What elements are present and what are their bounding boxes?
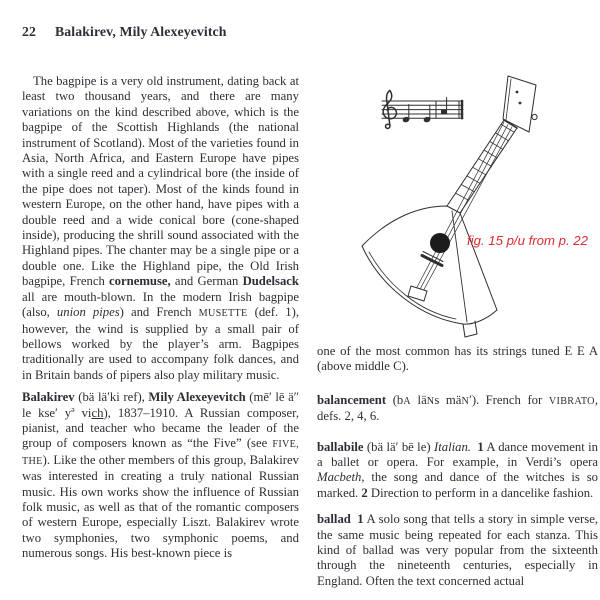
music-staff-icon: [382, 90, 463, 128]
running-head: Balakirev, Mily Alexeyevitch: [55, 24, 227, 39]
balalaika-body: [362, 206, 497, 324]
balalaika-figure: [300, 60, 600, 345]
bridge: [422, 256, 442, 266]
balalaika-continuation-paragraph: one of the most common has its strings tuned E E A (above middle C).: [317, 344, 598, 374]
entry-ballabile: ballabile (bä lä′ bē le) Italian. 1 A dance movement in a ballet or opera. For example, in Verdi’s opera Macbeth, the song and dance of the witches is so marked. 2 Direction to perform in a dancelike fashion.: [317, 439, 598, 500]
entry-balakirev: Balakirev (bä lä′ki ref), Mily Alexeyevitch (mē′ lē ä″ le kse′ $y^ə$ vich), 1837–1910. A Russian composer, pianist, and teacher who became the leader of the group of composers known as “the Five” (see FIVE, THE). Like the other members of this group, Balakirev was interested in creating a truly national Russian music. His own works show the influence of Russian folk music, as well as that of the romantic composers of western Europe, especially Liszt. Balakirev wrote two symphonies, two symphonic poems, and numerous songs. His best-known piece is: [22, 390, 300, 561]
balalaika-strings: [415, 122, 512, 295]
entry-balancement: balancement (bA läNs mäN′). French for VIBRATO, defs. 2, 4, 6.: [317, 392, 598, 424]
left-column: [22, 74, 299, 562]
right-column: [317, 344, 598, 589]
page-header: [22, 24, 227, 40]
figure-caption: fig. 15 p/u from p. 22: [467, 233, 588, 248]
sound-hole: [430, 233, 450, 253]
bagpipe-paragraph: The bagpipe is a very old instrument, dating back at least two thousand years, and there are many variations on the kind described above, which is the bagpipe of the Scottish Highlands (the national instrument of Scotland). Most of the varieties found in Asia, North Africa, and Eastern Europe have pipes with a single reed and a cylindrical bore (the inside of the pipe does not taper). Most of the kinds found in western Europe, on the other hand, have pipes with a double reed and a wide conical bore (cone-shaped inside), producing the shrill sound associated with the Highland pipes. The chanter may be a single pipe or a double one. Like the Highland pipe, the Old Irish bagpipe, French cornemuse, and German Dudelsack all are mouth-blown. In the modern Irish bagpipe (also, union pipes) and French MUSETTE (def. 1), however, the wind is supplied by a small pair of bellows worked by the player’s arm. Bagpipes traditionally are used to accompany folk dances, and in Britain bands of pipers also play military music.: [22, 74, 300, 382]
page-number: 22: [22, 24, 36, 39]
entry-ballad: ballad 1 A solo song that tells a story in simple verse, the same music being repeated for each stanza. This kind of ballad was very popular from the sixteenth through the nineteenth centuries, especially in England. Often the text concerned actual: [317, 512, 598, 588]
